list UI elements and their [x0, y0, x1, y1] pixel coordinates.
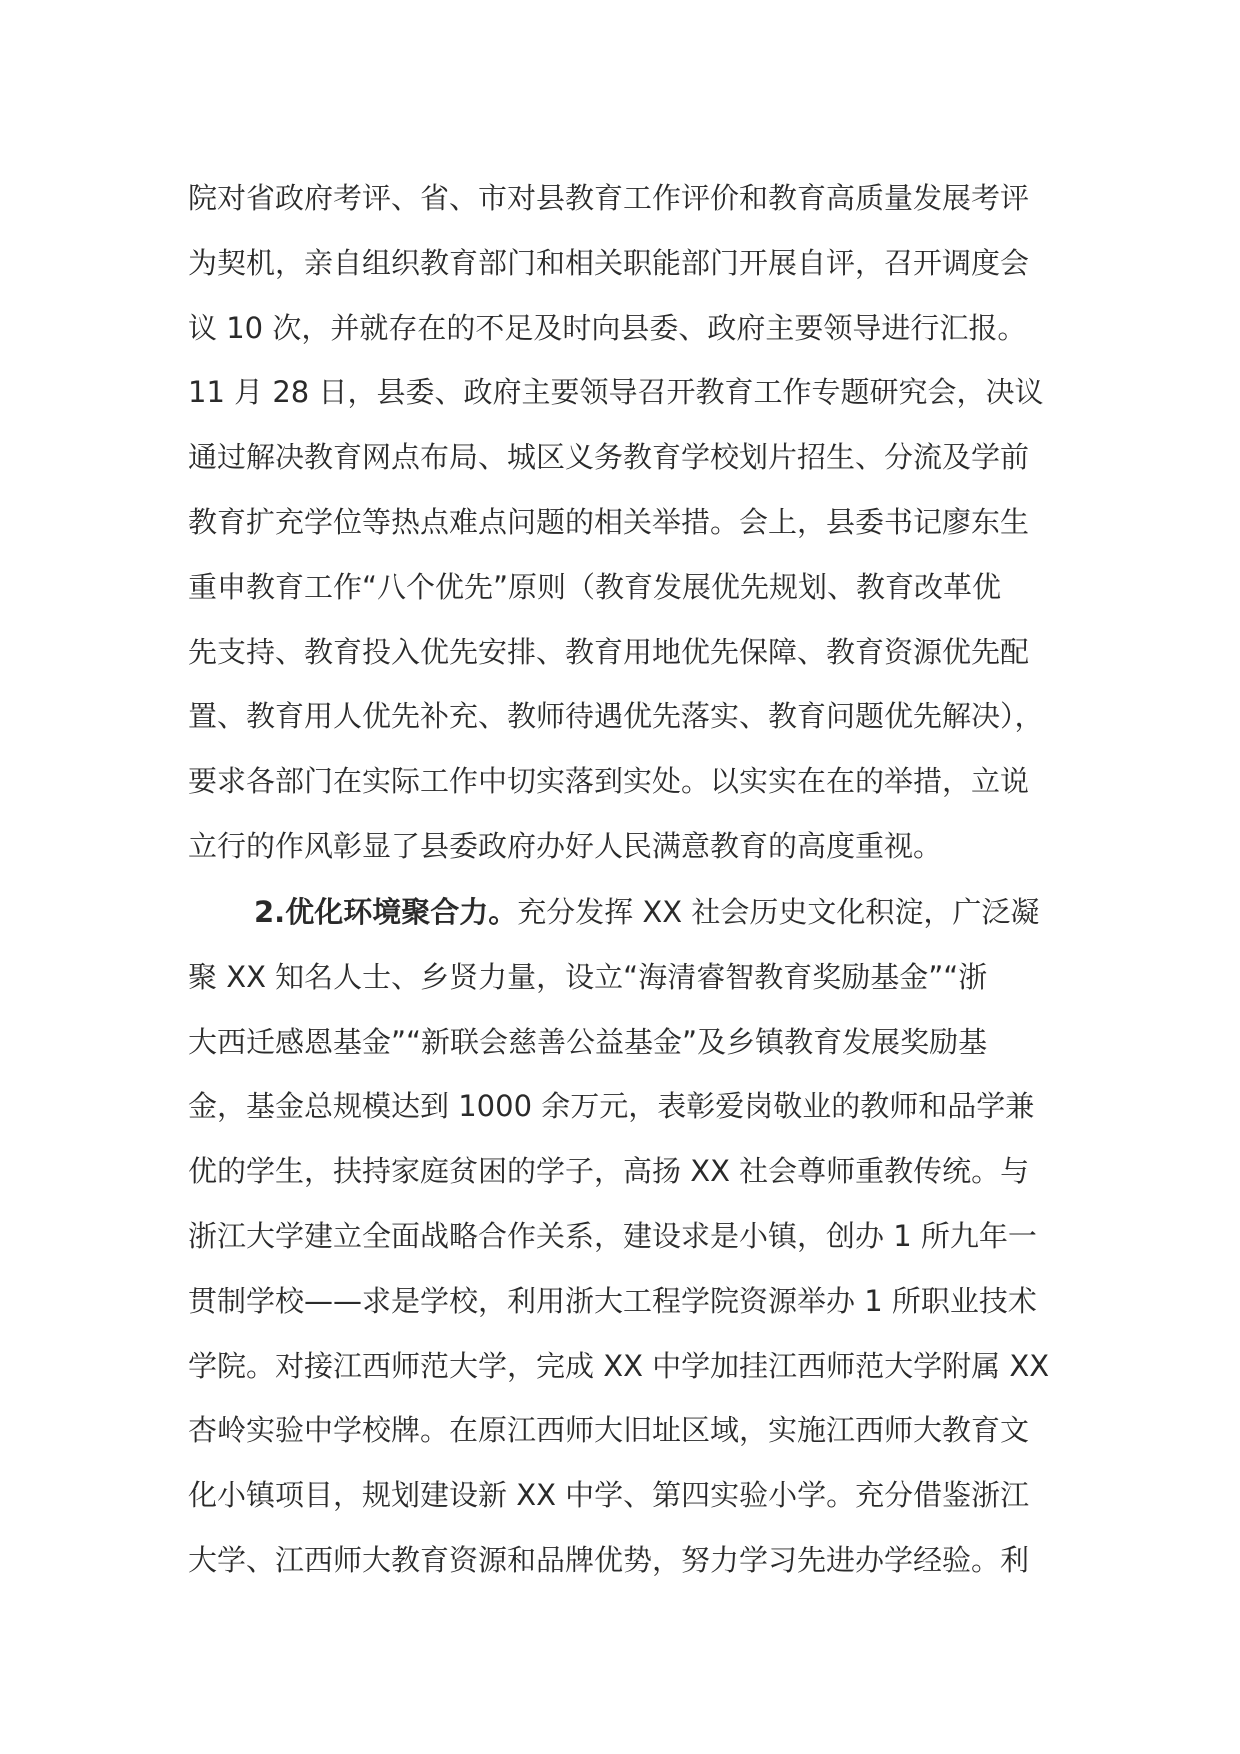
paragraph-line: 金，基金总规模达到 1000 余万元，表彰爱岗敬业的教师和品学兼 — [188, 1089, 1035, 1124]
paragraph-line: 要求各部门在实际工作中切实落到实处。以实实在在的举措，立说 — [188, 764, 1030, 799]
section-heading: 2.优化环境聚合力。 — [254, 895, 518, 929]
paragraph-line: 浙江大学建立全面战略合作关系，建设求是小镇，创办 1 所九年一 — [188, 1218, 1037, 1253]
paragraph-line: 优的学生，扶持家庭贫困的学子，高扬 XX 社会尊师重教传统。与 — [188, 1154, 1030, 1189]
paragraph-line: 先支持、教育投入优先安排、教育用地优先保障、教育资源优先配 — [188, 634, 1030, 669]
paragraph-line: 大学、江西师大教育资源和品牌优势，努力学习先进办学经验。利 — [188, 1542, 1030, 1577]
paragraph-line: 教育扩充学位等热点难点问题的相关举措。会上，县委书记廖东生 — [188, 504, 1030, 539]
paragraph-line-text: 充分发挥 XX 社会历史文化积淀，广泛凝 — [517, 895, 1040, 929]
paragraph-line: 学院。对接江西师范大学，完成 XX 中学加挂江西师范大学附属 XX — [188, 1348, 1050, 1383]
paragraph-line: 通过解决教育网点布局、城区义务教育学校划片招生、分流及学前 — [188, 440, 1030, 475]
paragraph-line: 11 月 28 日，县委、政府主要领导召开教育工作专题研究会，决议 — [188, 375, 1044, 410]
paragraph-line: 立行的作风彰显了县委政府办好人民满意教育的高度重视。 — [188, 828, 943, 863]
paragraph-line: 议 10 次，并就存在的不足及时向县委、政府主要领导进行汇报。 — [188, 310, 1027, 345]
paragraph-line: 院对省政府考评、省、市对县教育工作评价和教育高质量发展考评 — [188, 181, 1030, 215]
paragraph-line: 重申教育工作“八个优先”原则（教育发展优先规划、教育改革优 — [188, 569, 1002, 604]
paragraph-line: 杏岭实验中学校牌。在原江西师大旧址区域，实施江西师大教育文 — [188, 1413, 1030, 1448]
paragraph-line: 大西迁感恩基金”“新联会慈善公益基金”及乡镇教育发展奖励基 — [188, 1024, 988, 1059]
paragraph-2 — [188, 888, 1068, 1601]
paragraph-line: 为契机，亲自组织教育部门和相关职能部门开展自评，召开调度会 — [188, 245, 1030, 280]
paragraph-1 — [188, 174, 1068, 887]
paragraph-first-line — [188, 888, 1068, 953]
paragraph-line: 化小镇项目，规划建设新 XX 中学、第四实验小学。充分借鉴浙江 — [188, 1478, 1030, 1513]
paragraph-line: 聚 XX 知名人士、乡贤力量，设立“海清睿智教育奖励基金”“浙 — [188, 959, 988, 994]
paragraph-line: 置、教育用人优先补充、教师待遇优先落实、教育问题优先解决）， — [188, 699, 1044, 734]
paragraph-line: 贯制学校——求是学校，利用浙大工程学院资源举办 1 所职业技术 — [188, 1283, 1037, 1318]
